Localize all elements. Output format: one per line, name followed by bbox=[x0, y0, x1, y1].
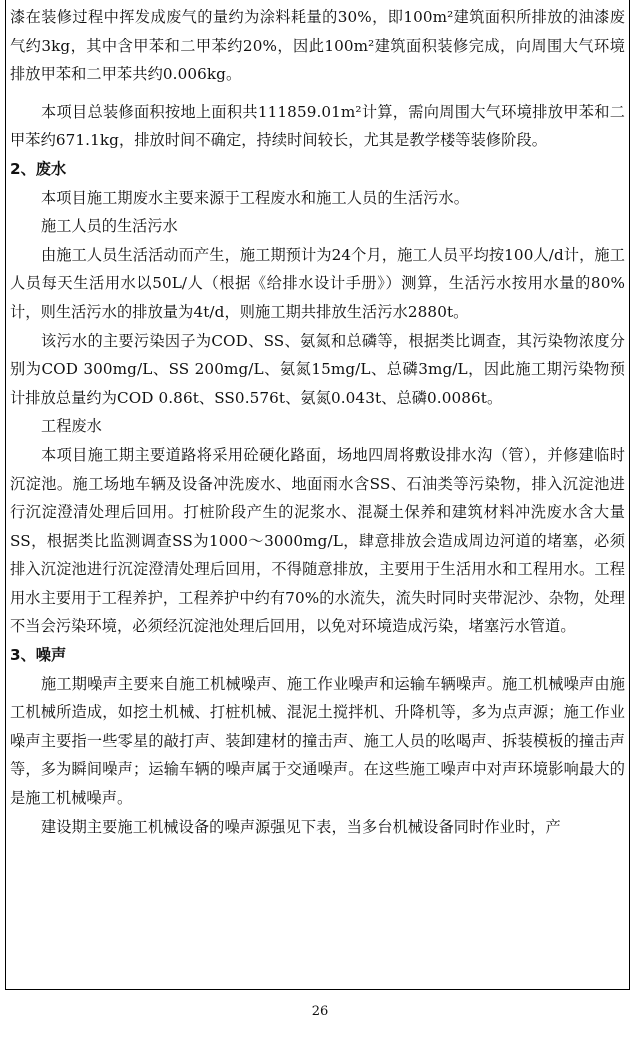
subheading-engineering-wastewater: 工程废水 bbox=[41, 417, 102, 436]
paragraph-engineering-wastewater: 本项目施工期主要道路将采用砼硬化路面，场地四周将敷设排水沟（管），并修建临时沉淀池。施工场地车辆及设备冲洗废水、地面雨水含SS、石油类等污染物，排入沉淀池进行沉淀澄清处理后回用。打桩阶段产生的泥浆水、混凝土保养和建筑材料冲洗废水含大量SS，根据类比监测调查SS为1000～3000mg/L，肆意排放会造成周边河道的堵塞，必须排入沉淀池进行沉淀澄清处理后回用，不得随意排放，主要用于生活用水和工程用水。工程用水主要用于工程养护，工程养护中约有70%的水流失，流失时同时夹带泥沙、杂物，处理不当会污染环境，必须经沉淀池处理后回用，以免对环境造成污染，堵塞污水管道。 bbox=[10, 445, 625, 636]
page-number: 26 bbox=[311, 1004, 329, 1019]
paragraph-noise-table-intro: 建设期主要施工机械设备的噪声源强见下表，当多台机械设备同时作业时，产 bbox=[41, 817, 561, 836]
section-heading-noise: 3、噪声 bbox=[10, 646, 67, 665]
paragraph-noise-sources: 施工期噪声主要来自施工机械噪声、施工作业噪声和运输车辆噪声。施工机械噪声由施工机械所造成，如挖土机械、打桩机械、混泥土搅拌机、升降机等，多为点声源；施工作业噪声主要指一些零星的敲打声、装卸建材的撞击声、施工人员的吆喝声、拆装模板的撞击声等，多为瞬间噪声；运输车辆的噪声属于交通噪声。在这些施工噪声中对声环境影响最大的是施工机械噪声。 bbox=[10, 674, 625, 808]
document-body bbox=[10, 3, 625, 841]
paragraph-paint-emission: 漆在装修过程中挥发成废气的量约为涂料耗量的30%，即100m²建筑面积所排放的油漆废气约3kg，其中含甲苯和二甲苯约20%，因此100m²建筑面积装修完成，向周围大气环境排放甲苯和二甲苯共约0.006kg。 bbox=[10, 8, 625, 84]
paragraph-decoration-total: 本项目总装修面积按地上面积共111859.01m²计算，需向周围大气环境排放甲苯和二甲苯约671.1kg，排放时间不确定，持续时间较长，尤其是教学楼等装修阶段。 bbox=[10, 102, 625, 150]
subheading-domestic-sewage: 施工人员的生活污水 bbox=[41, 217, 178, 236]
paragraph-domestic-sewage: 由施工人员生活活动而产生，施工期预计为24个月，施工人员平均按100人/d计，施工人员每天生活用水以50L/人（根据《给排水设计手册》）测算，生活污水按用水量的80%计，则生活污水的排放量为4t/d，则施工期共排放生活污水2880t。 bbox=[10, 245, 625, 321]
paragraph-wastewater-sources: 本项目施工期废水主要来源于工程废水和施工人员的生活污水。 bbox=[41, 188, 470, 207]
paragraph-pollutants: 该污水的主要污染因子为COD、SS、氨氮和总磷等，根据类比调查，其污染物浓度分别为COD 300mg/L、SS 200mg/L、氨氮15mg/L、总磷3mg/L，因此施工期污染物预计排放总量约为COD 0.86t、SS0.576t、氨氮0.043t、总磷0.0086t。 bbox=[10, 331, 625, 407]
section-heading-wastewater: 2、废水 bbox=[10, 159, 67, 178]
